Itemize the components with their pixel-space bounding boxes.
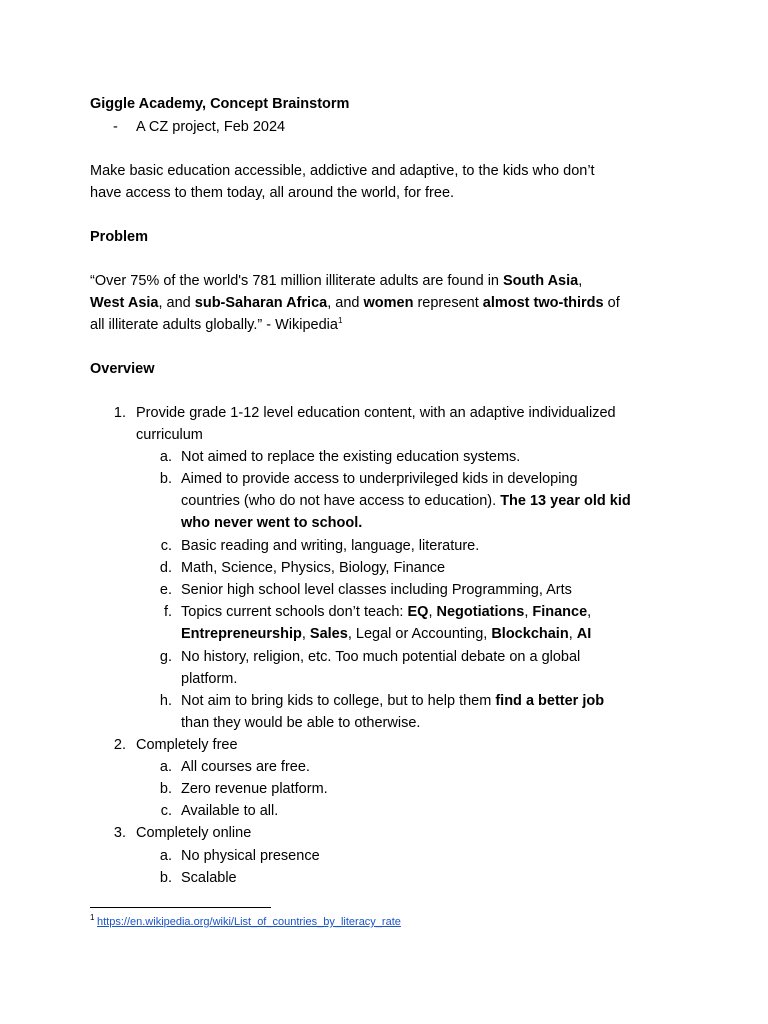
mission-line-2: have access to them today, all around the world, for free. [90,185,455,201]
list-item-1-line-2: curriculum [136,427,203,443]
sublist-item-1f-line-2: Entrepreneurship, Sales, Legal or Accounting, Blockchain, AI [181,626,592,642]
footnote-link[interactable]: https://en.wikipedia.org/wiki/List_of_countries_by_literacy_rate [97,916,401,928]
sublist-letter-3a: a. [159,848,172,864]
sublist-item-1g-line-2: platform. [181,671,238,687]
sublist-item-1h-line-2: than they would be able to otherwise. [181,715,421,731]
sublist-letter-1e: e. [159,582,172,598]
document-subtitle: A CZ project, Feb 2024 [136,119,286,135]
quote-line-2: West Asia, and sub-Saharan Africa, and women represent almost two-thirds of [90,295,620,311]
sublist-letter-2c: c. [160,803,172,819]
list-number-1: 1. [113,405,126,421]
sublist-item-1h-line-1: Not aim to bring kids to college, but to help them find a better job [181,693,605,709]
sublist-item-1b-line-1: Aimed to provide access to underprivileged kids in developing [181,471,578,487]
sublist-letter-1c: c. [160,538,172,554]
sublist-item-3a: No physical presence [181,848,320,864]
sublist-letter-1b: b. [159,471,172,487]
document-title: Giggle Academy, Concept Brainstorm [90,96,350,112]
list-item-1-line-1: Provide grade 1-12 level education content, with an adaptive individualized [136,405,616,421]
sublist-letter-3b: b. [159,870,172,886]
subtitle-dash: - [113,119,118,135]
list-number-3: 3. [113,825,126,841]
sublist-item-1f-line-1: Topics current schools don’t teach: EQ, Negotiations, Finance, [181,604,592,620]
sublist-item-1c: Basic reading and writing, language, literature. [181,538,480,554]
sublist-item-1e: Senior high school level classes including Programming, Arts [181,582,572,598]
sublist-item-3b: Scalable [181,870,237,886]
sublist-letter-1d: d. [159,560,172,576]
sublist-letter-1f: f. [163,604,172,620]
list-item-2: Completely free [136,737,238,753]
sublist-letter-2b: b. [159,781,172,797]
sublist-item-1b-line-2: countries (who do not have access to education). The 13 year old kid [181,493,631,509]
list-item-3: Completely online [136,825,252,841]
problem-heading: Problem [90,229,149,245]
list-number-2: 2. [113,737,126,753]
sublist-letter-1a: a. [159,449,172,465]
quote-line-1: “Over 75% of the world's 781 million illiterate adults are found in South Asia, [90,273,583,289]
sublist-letter-1h: h. [159,693,172,709]
footnote-separator [90,907,271,908]
sublist-item-1b-line-3: who never went to school. [181,515,363,531]
mission-line-1: Make basic education accessible, addictive and adaptive, to the kids who don’t [90,163,595,179]
footnote-mark: 1 [90,913,95,922]
sublist-item-2c: Available to all. [181,803,279,819]
sublist-item-2a: All courses are free. [181,759,310,775]
footnote-reference[interactable]: 1 [337,316,343,326]
sublist-item-1d: Math, Science, Physics, Biology, Finance [181,560,446,576]
quote-line-3: all illiterate adults globally.” - Wikipedia$^1$ [90,316,343,333]
sublist-letter-2a: a. [159,759,172,775]
sublist-item-1a: Not aimed to replace the existing education systems. [181,449,521,465]
sublist-letter-1g: g. [159,649,172,665]
sublist-item-1g-line-1: No history, religion, etc. Too much potential debate on a global [181,649,581,665]
sublist-item-2b: Zero revenue platform. [181,781,328,797]
overview-heading: Overview [90,361,155,377]
